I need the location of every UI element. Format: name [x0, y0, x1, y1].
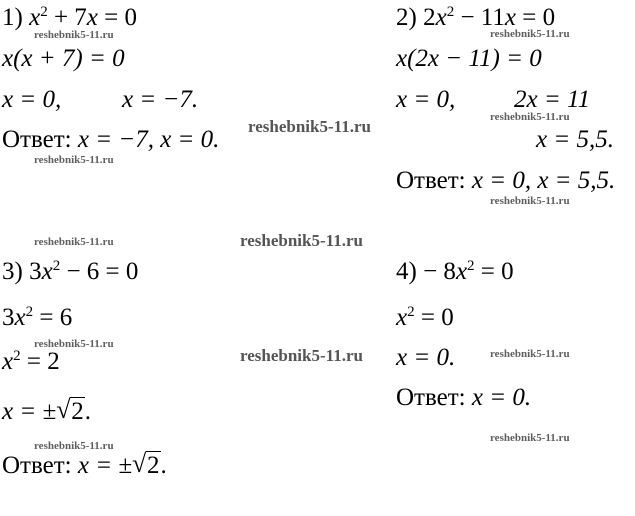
watermark: reshebnik5-11.ru — [240, 346, 363, 365]
p3-step3-lhs: x = ± — [2, 398, 57, 425]
watermark: reshebnik5-11.ru — [34, 440, 114, 452]
p4-step2: x = 0. — [396, 344, 456, 371]
watermark: reshebnik5-11.ru — [490, 28, 570, 40]
p2-root-a: x = 0, — [396, 86, 456, 113]
watermark: reshebnik5-11.ru — [490, 348, 570, 360]
watermark: reshebnik5-11.ru — [240, 231, 363, 250]
p4-answer — [396, 384, 531, 412]
p4-number: 4) — [396, 258, 417, 285]
watermark: reshebnik5-11.ru — [34, 236, 114, 248]
p2-answer-label: Ответ: — [396, 167, 466, 194]
p1-answer — [2, 126, 219, 154]
p3-step1-rhs: = 6 — [33, 304, 73, 331]
p3-answer-radicand: 2 — [147, 452, 160, 479]
p1-step1: x(x + 7) = 0 — [2, 45, 125, 72]
p2-answer — [396, 167, 615, 195]
p4-equation: $4) - 8x^2 = 0$ — [396, 258, 514, 285]
p3-equation: 3) $3x^2 - 6 = 0$ — [2, 258, 139, 285]
p1-number: 1) — [2, 4, 23, 31]
p2-root-c: x = 5,5. — [536, 126, 614, 153]
p1-root-b: x = −7. — [122, 86, 199, 113]
p3-answer-end: . — [160, 452, 167, 479]
watermark: reshebnik5-11.ru — [34, 338, 114, 350]
watermark: reshebnik5-11.ru — [490, 195, 570, 207]
p3-step2: $x^2 = 2$ — [2, 348, 60, 375]
watermark: reshebnik5-11.ru — [490, 111, 570, 123]
p3-step2-rhs: = 2 — [20, 348, 60, 375]
p1-answer-value: x = −7, x = 0. — [77, 126, 220, 153]
p3-step1: $3x^2 = 6$ — [2, 304, 73, 331]
sqrt-sign: √ 2 — [56, 395, 84, 425]
watermark: reshebnik5-11.ru — [34, 29, 114, 41]
p2-answer-value: x = 0, x = 5,5. — [471, 167, 616, 194]
p1-equation: 1) $x^2 + 7x = 0$ — [2, 4, 138, 31]
watermark: reshebnik5-11.ru — [248, 117, 371, 136]
p3-step3-radicand: 2 — [71, 398, 84, 425]
sqrt-sign: √ 2 — [132, 449, 160, 479]
p1-root-a: x = 0, — [2, 86, 62, 113]
p3-step3 — [2, 395, 91, 426]
p3-answer-lhs: x = ± — [77, 452, 133, 479]
p3-number: 3) — [2, 258, 23, 285]
p2-equation: 2) $2x^2 - 11x = 0$ — [396, 4, 556, 31]
p4-answer-label: Ответ: — [396, 384, 466, 411]
watermark: reshebnik5-11.ru — [490, 432, 570, 444]
p4-answer-value: x = 0. — [471, 384, 532, 411]
p2-step1: x(2x − 11) = 0 — [396, 45, 542, 72]
p3-answer-label: Ответ: — [2, 452, 72, 479]
p1-answer-label: Ответ: — [2, 126, 72, 153]
p3-answer — [2, 449, 167, 480]
p2-root-b: 2x = 11 — [514, 86, 591, 113]
p3-step3-end: . — [84, 398, 91, 425]
p2-number: 2) — [396, 4, 417, 31]
watermark: reshebnik5-11.ru — [34, 154, 114, 166]
p4-step1: $x^2 = 0$ — [396, 304, 454, 331]
